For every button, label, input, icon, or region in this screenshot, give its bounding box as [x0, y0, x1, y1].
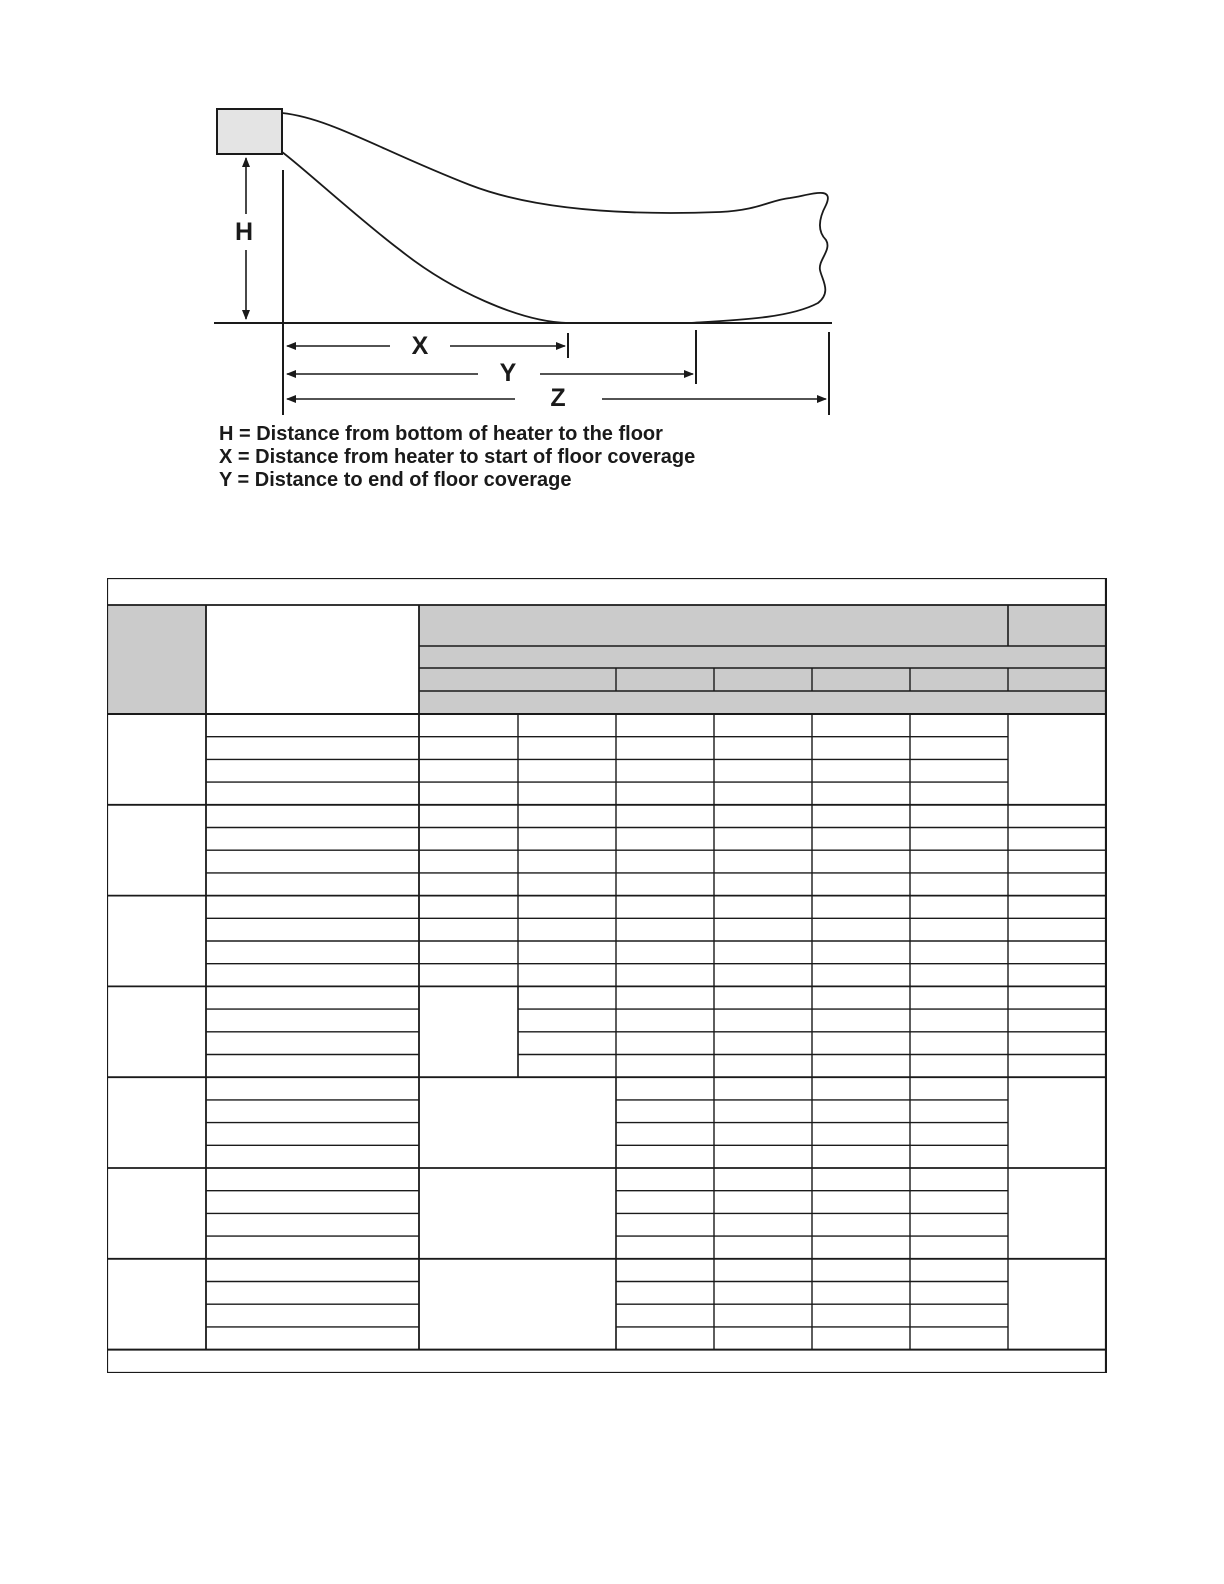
- header-cell-side: [1008, 605, 1106, 646]
- table-grid: [107, 578, 1107, 1373]
- header-cell-units: [419, 691, 1106, 714]
- dimension-legend: [219, 423, 695, 492]
- legend-h: H = Distance from bottom of heater to the floor: [219, 423, 663, 445]
- air-throw-plume: [282, 113, 828, 323]
- legend-y: Y = Distance to end of floor coverage: [219, 469, 572, 491]
- legend-x: X = Distance from heater to start of floor coverage: [219, 446, 696, 468]
- heater-unit: [217, 109, 282, 154]
- header-cell-main: [419, 605, 1008, 646]
- y-label: Y: [499, 359, 517, 387]
- h-label: H: [234, 218, 254, 246]
- z-label: Z: [550, 384, 566, 412]
- throw-data-table: [107, 578, 1107, 1373]
- header-cell-subband: [419, 646, 1106, 668]
- x-label: X: [411, 332, 429, 360]
- header-cell-group: [107, 605, 206, 714]
- header-cell-columns: [419, 668, 1106, 691]
